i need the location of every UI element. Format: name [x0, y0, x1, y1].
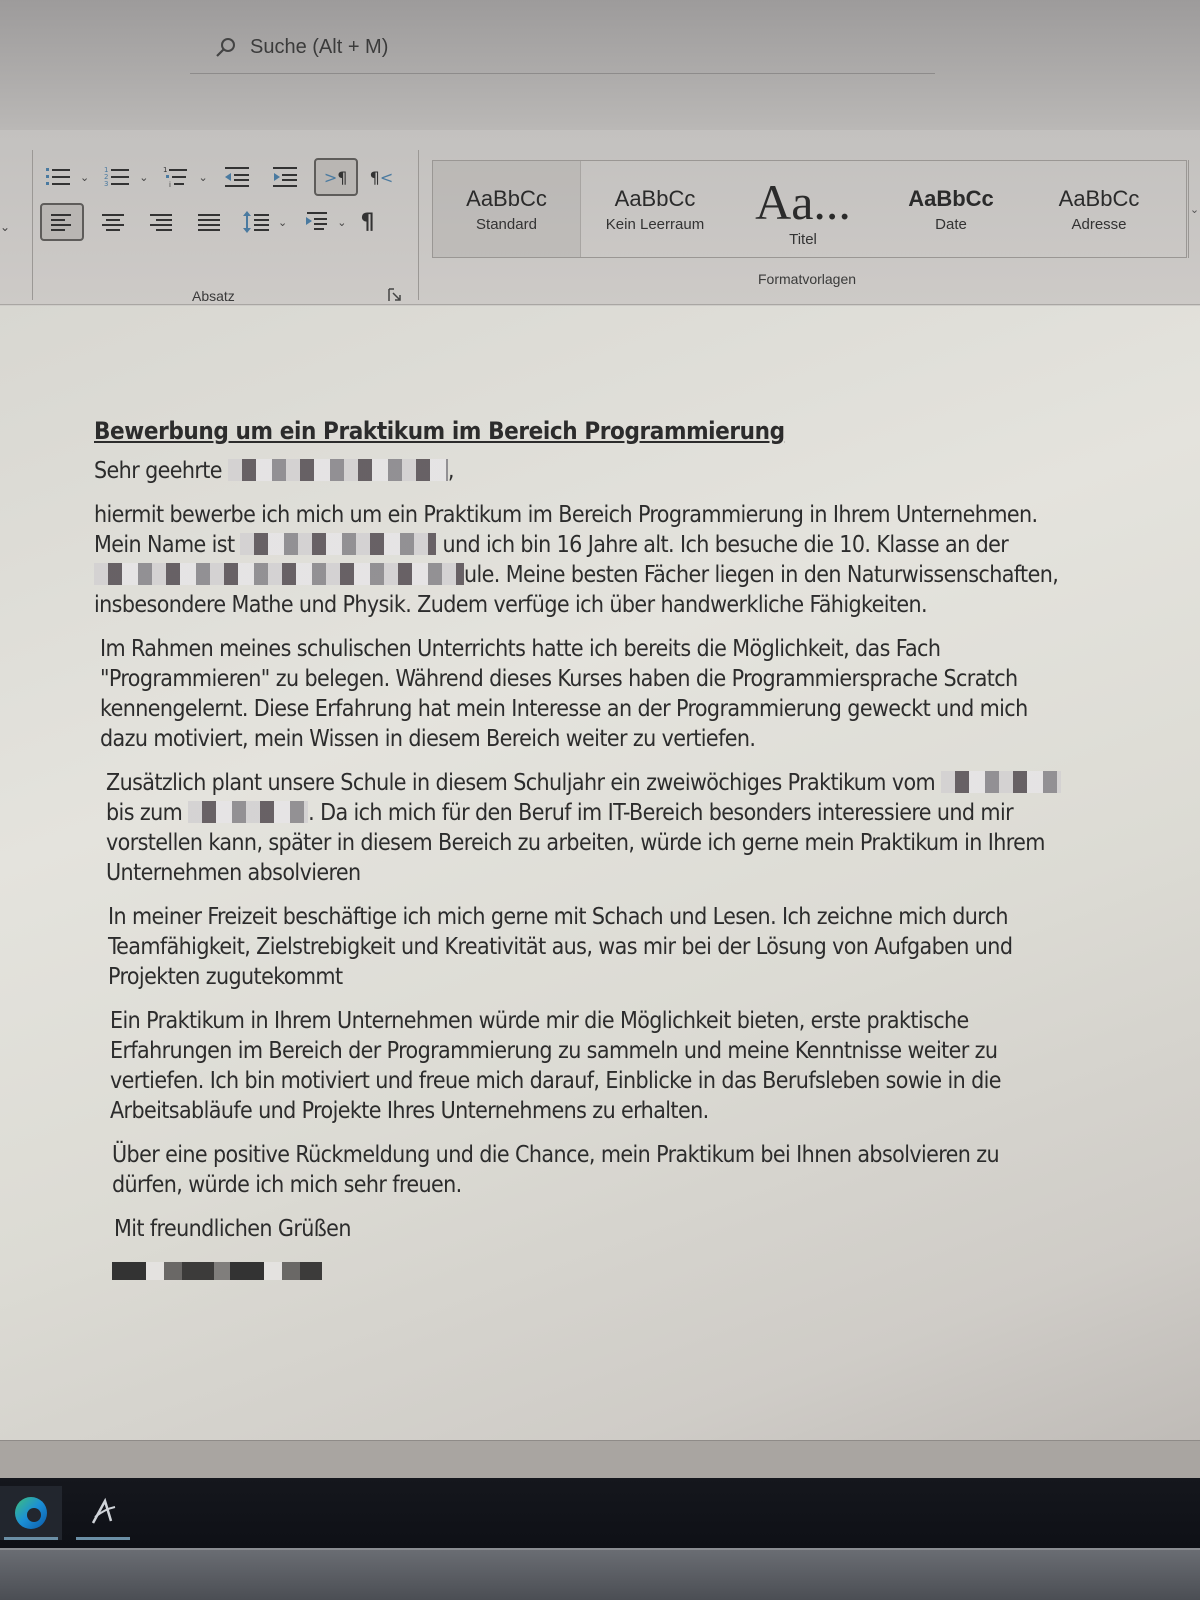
style-name: Adresse	[1071, 215, 1127, 233]
group-divider	[418, 150, 419, 300]
style-name: Date	[935, 215, 967, 233]
salutation	[94, 456, 1074, 486]
active-indicator	[4, 1537, 58, 1540]
redacted-end-date	[188, 801, 308, 823]
taskbar-edge[interactable]	[0, 1486, 62, 1540]
justify-icon	[194, 209, 224, 235]
decrease-indent-icon	[222, 164, 252, 190]
align-center-icon	[98, 209, 128, 235]
signature	[94, 1258, 1074, 1288]
paragraph-text: bis zum	[106, 800, 183, 826]
paragraph-text: hiermit bewerbe ich mich um ein Praktikum im Bereich Programmierung in Ihrem Unternehmen. Mein Name ist	[94, 502, 1038, 558]
style-name: Titel	[789, 230, 817, 248]
bullet-list-icon	[44, 164, 74, 190]
redacted-school-name	[94, 563, 464, 585]
styles-group-label: Formatvorlagen	[758, 271, 857, 287]
style-sample: AaBbCc	[614, 185, 696, 211]
document-body[interactable]	[94, 416, 1074, 1288]
chevron-down-icon[interactable]: ⌄	[278, 215, 288, 229]
chevron-down-icon[interactable]: ⌄	[198, 170, 208, 184]
pilcrow-icon: ¶	[360, 209, 375, 235]
style-name: Standard	[476, 215, 537, 233]
gallery-more-button[interactable]	[1188, 160, 1200, 258]
chevron-down-icon[interactable]: ⌄	[80, 170, 90, 184]
paragraph-closing-request: Über eine positive Rückmeldung und die Chance, mein Praktikum bei Ihnen absolvieren zu dürfen, würde ich mich sehr freuen.	[112, 1142, 1000, 1198]
increase-indent-button[interactable]	[266, 158, 304, 196]
style-titel[interactable]	[729, 161, 877, 257]
decrease-indent-button[interactable]	[218, 158, 256, 196]
paragraph-group	[40, 148, 410, 303]
show-formatting-button[interactable]	[356, 203, 378, 241]
active-indicator	[76, 1537, 130, 1540]
line-spacing-button[interactable]	[238, 203, 276, 241]
redacted-signature	[112, 1262, 322, 1280]
search-placeholder: Suche (Alt + M)	[250, 36, 389, 58]
style-standard[interactable]	[433, 161, 581, 257]
line-spacing-icon	[242, 209, 272, 235]
style-name: Kein Leerraum	[605, 215, 705, 233]
svg-text:2: 2	[104, 173, 109, 181]
svg-text:1: 1	[163, 166, 168, 174]
group-divider	[32, 150, 33, 300]
paragraph-text: und ich bin 16 Jahre alt. Ich besuche die 10. Klasse an der	[442, 532, 1009, 558]
paragraph-text: Zusätzlich plant unsere Schule in diesem Schuljahr ein zweiwöchiges Praktikum vom	[106, 770, 936, 796]
taskbar-pen-app[interactable]	[72, 1486, 134, 1540]
svg-text:i: i	[169, 181, 172, 189]
style-sample: AaBbCc	[1058, 185, 1140, 211]
style-sample: Aa...	[755, 173, 851, 230]
justify-button[interactable]	[190, 203, 228, 241]
numbering-button[interactable]	[99, 158, 137, 196]
edge-icon	[11, 1493, 51, 1533]
multilevel-list-icon	[162, 164, 192, 190]
align-right-icon	[146, 209, 176, 235]
numbered-list-icon	[103, 164, 133, 190]
style-kein-leerraum[interactable]	[581, 161, 729, 257]
dialog-launcher-icon[interactable]	[388, 288, 402, 302]
rtl-paragraph-icon: ¶<	[369, 167, 394, 187]
increase-indent-icon	[270, 164, 300, 190]
paragraph-motivation: Ein Praktikum in Ihrem Unternehmen würde mir die Möglichkeit bieten, erste praktische Erfahrungen im Bereich der Programmierung zu sammeln und meine Kenntnisse weiter zu vertiefen. Ich bin motiviert und freue mich darauf, Einblicke in das Berufsleben sowie in die Arbeitsabläufe und Projekte Ihres Unternehmens zu erhalten.	[110, 1008, 1001, 1124]
align-left-button[interactable]	[40, 203, 84, 241]
closing-greeting: Mit freundlichen Grüßen	[114, 1216, 351, 1242]
paragraph-programming: Im Rahmen meines schulischen Unterrichts hatte ich bereits die Möglichkeit, das Fach "Programmieren" zu belegen. Während dieses Kurses haben die Programmiersprache Scratch kennengelernt. Diese Erfahrung hat mein Interesse an der Programmierung geweckt und mich dazu motiviert, mein Wissen in diesem Bereich weiter zu vertiefen.	[100, 636, 1028, 752]
redacted-start-date	[941, 771, 1061, 793]
search-box[interactable]	[190, 22, 935, 74]
paragraph-spacing-icon	[301, 209, 331, 235]
document-canvas[interactable]	[0, 306, 1200, 1470]
chevron-down-icon[interactable]: ⌄	[337, 215, 347, 229]
paragraph-text: . Da ich mich für den Beruf im IT-Bereich besonders interessiere und mir vorstellen kann, später in diesem Bereich zu arbeiten, würde ich gerne mein Praktikum in Ihrem Unternehmen absolvieren	[106, 800, 1045, 886]
paragraph-intro	[94, 500, 1074, 620]
paragraph-group-label: Absatz	[192, 288, 235, 304]
style-date[interactable]	[877, 161, 1025, 257]
salutation-suffix: ,	[447, 458, 454, 484]
search-icon	[214, 36, 238, 60]
svg-text:3: 3	[104, 180, 109, 188]
ltr-paragraph-icon: >¶	[323, 167, 348, 187]
chevron-down-icon[interactable]: ⌄	[139, 170, 149, 184]
align-center-button[interactable]	[94, 203, 132, 241]
pen-app-icon	[85, 1495, 121, 1531]
align-right-button[interactable]	[142, 203, 180, 241]
salutation-prefix: Sehr geehrte	[94, 458, 222, 484]
chevron-down-icon: ⌄	[1189, 202, 1200, 216]
bullets-button[interactable]	[40, 158, 78, 196]
paragraph-row-2	[40, 203, 378, 241]
style-adresse[interactable]	[1025, 161, 1173, 257]
ribbon	[0, 130, 1200, 305]
taskbar	[0, 1478, 1200, 1548]
style-sample: AaBbCc	[908, 185, 994, 211]
title-bar	[0, 0, 1200, 130]
redacted-recipient-name	[228, 459, 448, 481]
paragraph-text: ule. Meine besten Fächer liegen in den Naturwissenschaften, insbesondere Mathe und Physik. Zudem verfüge ich über handwerkliche Fähigkeiten.	[94, 562, 1059, 618]
document-heading: Bewerbung um ein Praktikum im Bereich Programmierung	[94, 417, 785, 445]
paragraph-spacing-button[interactable]	[297, 203, 335, 241]
status-bar	[0, 1440, 1200, 1478]
ltr-paragraph-button[interactable]	[314, 158, 358, 196]
chevron-down-icon[interactable]: ⌄	[0, 220, 11, 234]
style-sample: AaBbCc	[466, 185, 547, 211]
rtl-paragraph-button[interactable]	[366, 158, 398, 196]
laptop-bezel	[0, 1548, 1200, 1600]
paragraph-row-1	[40, 158, 397, 196]
align-left-icon	[47, 209, 77, 235]
redacted-applicant-name	[240, 533, 436, 555]
styles-gallery	[432, 160, 1187, 258]
svg-text:1: 1	[104, 166, 109, 174]
paragraph-internship-dates	[94, 768, 1074, 888]
paragraph-hobbies: In meiner Freizeit beschäftige ich mich gerne mit Schach und Lesen. Ich zeichne mich durch Teamfähigkeit, Zielstrebigkeit und Kreativität aus, was mir bei der Lösung von Aufgaben und Projekten zugutekommt	[108, 904, 1013, 990]
multilevel-list-button[interactable]	[158, 158, 196, 196]
